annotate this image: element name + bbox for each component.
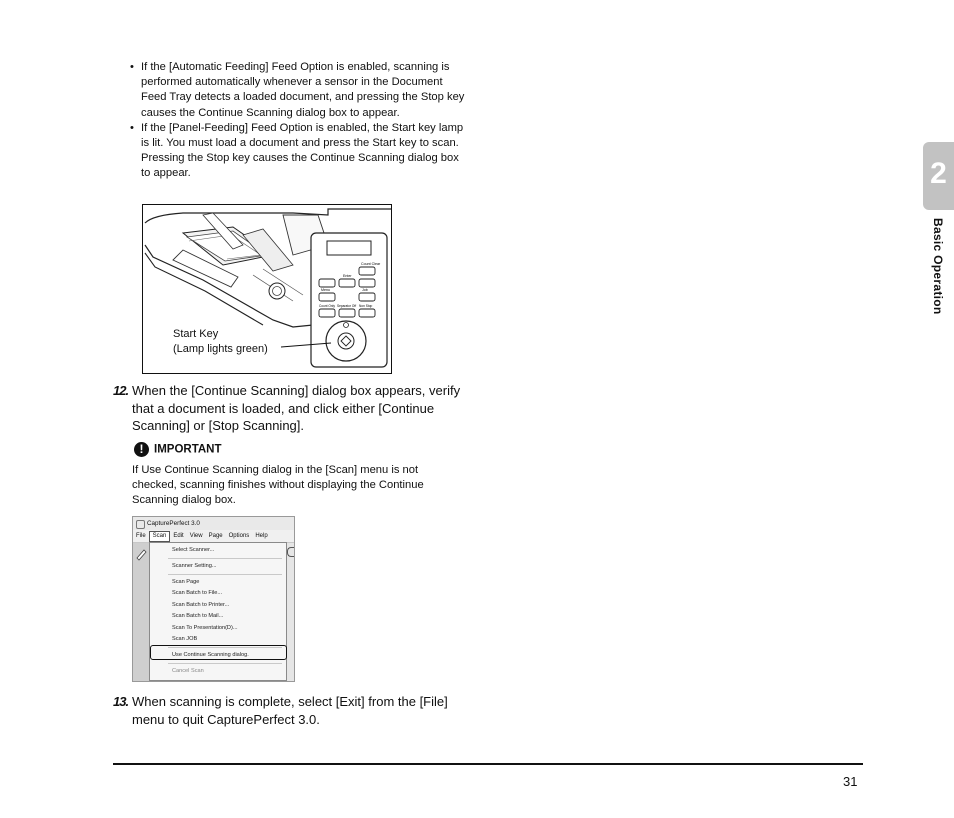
step-12: [113, 382, 472, 435]
chapter-label: [923, 218, 945, 338]
app-logo-icon: [136, 520, 145, 529]
captureperfect-screenshot: [132, 516, 295, 682]
step-number: 12.: [113, 383, 129, 398]
bullet-item: • If the [Panel-Feeding] Feed Option is enabled, the Start key lamp is lit. You must load a document and press the Start key to scan. Pressing the Stop key causes the Continue Scanning dialog box to appear.: [130, 121, 470, 182]
menu-item-scan-batch-file[interactable]: Scan Batch to File...: [172, 590, 223, 596]
important-label: IMPORTANT: [154, 443, 222, 456]
panel-label-job: Job: [362, 288, 368, 292]
menu-item-use-continue-scanning[interactable]: Use Continue Scanning dialog.: [172, 652, 249, 658]
start-key-callout: [173, 327, 268, 356]
menu-item-scan-page[interactable]: Scan Page: [172, 579, 200, 585]
pen-icon: [134, 547, 148, 561]
menu-file[interactable]: File: [136, 533, 146, 539]
footer-rule: [113, 763, 863, 765]
callout-line: Start Key: [173, 328, 219, 340]
panel-label-count-only: Count Only: [319, 304, 335, 308]
chapter-number: 2: [930, 157, 947, 190]
menu-separator: [168, 558, 282, 559]
partial-icon: [287, 547, 294, 557]
chapter-tab: [923, 142, 954, 210]
chapter-label-text: Basic Operation: [931, 218, 945, 315]
panel-label-enter: Enter: [343, 274, 352, 278]
scanner-illustration: [142, 204, 392, 374]
menu-item-scan-job[interactable]: Scan JOB: [172, 636, 198, 642]
app-title: CapturePerfect 3.0: [147, 520, 200, 527]
step-number: 13.: [113, 694, 129, 709]
menu-page[interactable]: Page: [208, 533, 223, 539]
menu-item-select-scanner[interactable]: Select Scanner...: [172, 547, 215, 553]
panel-label-non-stop: Non Stop: [359, 304, 373, 308]
exclamation-icon: !: [134, 442, 149, 457]
panel-label-separator-off: Separator Off: [337, 304, 357, 308]
important-heading: [134, 442, 222, 457]
bullet-list: [130, 60, 470, 182]
menu-view[interactable]: View: [189, 533, 203, 539]
left-toolbar: [133, 543, 150, 681]
menu-scan[interactable]: Scan: [149, 531, 171, 542]
step-text: When the [Continue Scanning] dialog box appears, verify that a document is loaded, and click either [Continue Scanning] or [Stop Scanning].: [132, 383, 461, 433]
step-13: [113, 693, 462, 728]
important-body: If Use Continue Scanning dialog in the [Scan] menu is not checked, scanning finishes without displaying the Continue Scanning dialog box.: [132, 464, 424, 507]
menu-item-cancel-scan[interactable]: Cancel Scan: [172, 668, 204, 674]
menu-separator: [168, 574, 282, 575]
menu-separator: [168, 663, 282, 664]
page-number: 31: [843, 774, 858, 789]
menu-help[interactable]: Help: [255, 533, 268, 539]
panel-label-count-clear: Count Clear: [361, 262, 381, 266]
bullet-item: • If the [Automatic Feeding] Feed Option is enabled, scanning is performed automatically whenever a sensor in the Document Feed Tray detects a loaded document, and pressing the Stop key causes the Continue Scanning dialog box to appear.: [130, 60, 470, 121]
menu-item-scanner-setting[interactable]: Scanner Setting...: [172, 563, 217, 569]
panel-label-menu: Menu: [321, 288, 330, 292]
step-text: When scanning is complete, select [Exit] from the [File] menu to quit CapturePerfect 3.0.: [132, 694, 448, 727]
menu-item-scan-to-presentation[interactable]: Scan To Presentation(D)...: [172, 625, 238, 631]
menu-item-scan-batch-printer[interactable]: Scan Batch to Printer...: [172, 602, 230, 608]
scan-dropdown-menu: [149, 542, 287, 681]
menu-item-scan-batch-mail[interactable]: Scan Batch to Mail...: [172, 613, 224, 619]
menu-edit[interactable]: Edit: [173, 533, 184, 539]
app-title-bar: [133, 517, 294, 530]
menu-options[interactable]: Options: [228, 533, 250, 539]
callout-line: (Lamp lights green): [173, 342, 268, 355]
